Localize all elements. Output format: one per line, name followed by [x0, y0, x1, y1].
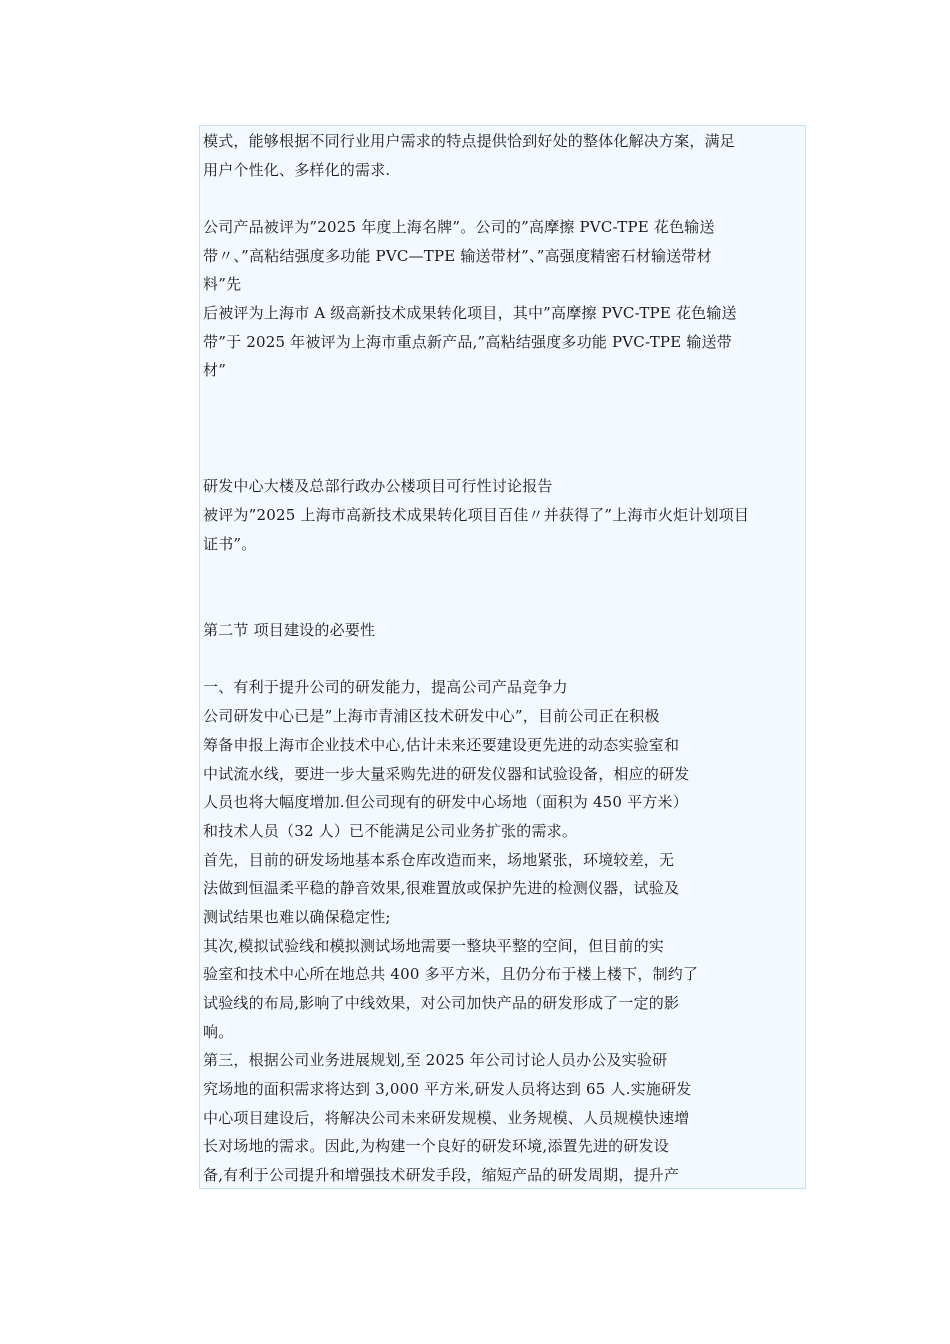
paragraph-line: 中心项目建设后，将解决公司未来研发规模、业务规模、人员规模快速增: [203, 1109, 690, 1127]
paragraph-line: 后被评为上海市 A 级高新技术成果转化项目，其中”高摩擦 PVC-TPE 花色输送: [203, 304, 737, 322]
report-title: 研发中心大楼及总部行政办公楼项目可行性讨论报告: [203, 477, 553, 495]
paragraph-line: 证书”。: [203, 535, 257, 553]
paragraph-line: 和技术人员（32 人）已不能满足公司业务扩张的需求。: [203, 822, 578, 840]
paragraph-line: 究场地的面积需求将达到 3,000 平方米,研发人员将达到 65 人.实施研发: [203, 1080, 692, 1098]
paragraph-line: 人员也将大幅度增加.但公司现有的研发中心场地（面积为 450 平方米）: [203, 793, 688, 811]
paragraph-line: 其次,模拟试验线和模拟测试场地需要一整块平整的空间，但目前的实: [203, 937, 664, 955]
paragraph-line: 法做到恒温柔平稳的静音效果,很难置放或保护先进的检测仪器，试验及: [203, 879, 680, 897]
paragraph-line: 筹备申报上海市企业技术中心,估计未来还要建设更先进的动态实验室和: [203, 736, 680, 754]
paragraph-line: 公司产品被评为”2025 年度上海名牌”。公司的”高摩擦 PVC-TPE 花色输送: [203, 218, 715, 236]
paragraph-line: 材”: [203, 361, 227, 379]
paragraph-line: 第三，根据公司业务进展规划,至 2025 年公司讨论人员办公及实验研: [203, 1051, 668, 1069]
paragraph-line: 被评为”2025 上海市高新技术成果转化项目百佳〃并获得了”上海市火炬计划项目: [203, 506, 750, 524]
paragraph-line: 带〃、”高粘结强度多功能 PVC—TPE 输送带材”、”高强度精密石材输送带材: [203, 247, 712, 265]
paragraph-line: 响。: [203, 1023, 234, 1041]
paragraph-line: 首先，目前的研发场地基本系仓库改造而来，场地紧张，环境较差，无: [203, 851, 675, 869]
paragraph-line: 用户个性化、多样化的需求.: [203, 161, 391, 179]
section-heading: 第二节 项目建设的必要性: [203, 621, 376, 639]
paragraph-line: 备,有利于公司提升和增强技术研发手段，缩短产品的研发周期，提升产: [203, 1166, 680, 1184]
paragraph-line: 料”先: [203, 275, 242, 293]
paragraph-line: 验室和技术中心所在地总共 400 多平方米，且仍分布于楼上楼下，制约了: [203, 965, 699, 983]
paragraph-line: 公司研发中心已是”上海市青浦区技术研发中心”，目前公司正在积极: [203, 707, 660, 725]
paragraph-line: 模式，能够根据不同行业用户需求的特点提供恰到好处的整体化解决方案，满足: [203, 132, 736, 150]
point-heading: 一、有利于提升公司的研发能力，提高公司产品竞争力: [203, 678, 568, 696]
paragraph-line: 试验线的布局,影响了中线效果，对公司加快产品的研发形成了一定的影: [203, 994, 680, 1012]
content-box: [199, 125, 806, 1189]
paragraph-line: 长对场地的需求。因此,为构建一个良好的研发环境,添置先进的研发设: [203, 1137, 669, 1155]
paragraph-line: 测试结果也难以确保稳定性;: [203, 908, 391, 926]
paragraph-line: 带”于 2025 年被评为上海市重点新产品,”高粘结强度多功能 PVC-TPE 输送带: [203, 333, 732, 351]
paragraph-line: 中试流水线，要进一步大量采购先进的研发仪器和试验设备，相应的研发: [203, 765, 690, 783]
